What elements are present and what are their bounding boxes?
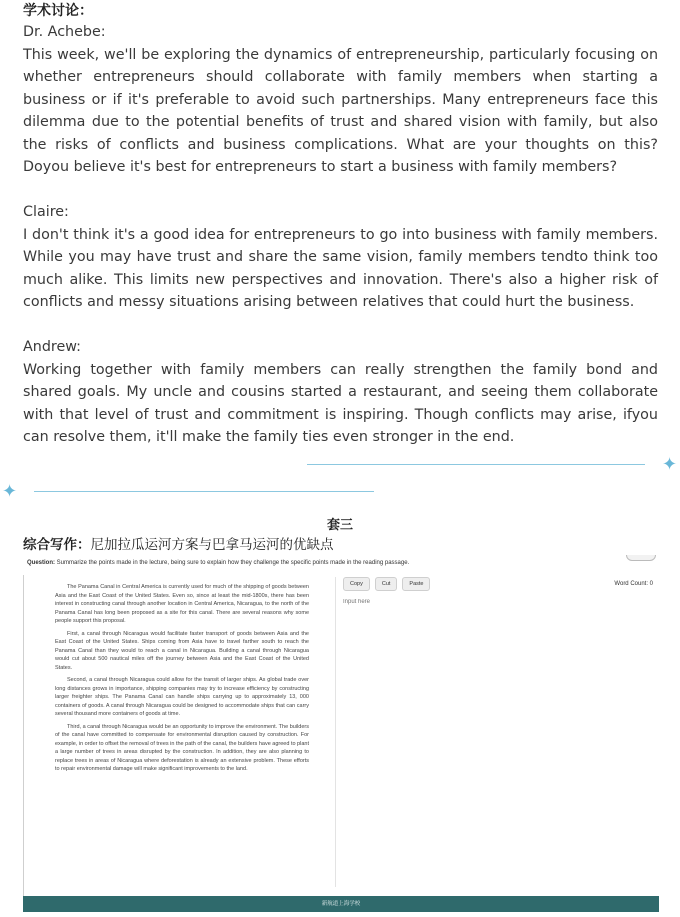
sparkle-icon: ✦ (662, 454, 678, 475)
passage-paragraph: Third, a canal through Nicaragua would be an opportunity to improve the environment. The builders of the canal have committed to compensate for environmental disruption caused by construction. For example, in order to offset the removal of trees in the path of the canal, the builders have agreed to plant a large number of trees in areas disrupted by the construction. In addition, they are also planning to replace trees in areas of Nicaragua where deforestation is already an extensive problem. These efforts to repair environmental damage will make significant improvements to the land. (55, 723, 309, 772)
passage-paragraph: The Panama Canal in Central America is currently used for much of the shipping of goods between Asia and the East Coast of the United States. Even so, since at least the mid-1800s, there has been interest in constructing canal through another location in Central America, Nicaragua, to the north of the Panama Canal has long been proposed as a site for this canal. There are several reasons why some people support this proposal. (55, 584, 309, 624)
academic-discussion (23, 1, 658, 449)
word-count: Word Count: 0 (614, 581, 653, 587)
panel-border (23, 575, 24, 900)
question-prompt (27, 560, 409, 566)
speaker-name: Claire: (23, 204, 69, 220)
editor-toolbar (343, 577, 430, 591)
integrated-writing-title (23, 536, 334, 554)
speaker-name: Andrew: (23, 339, 82, 355)
post-text: I don't think it's a good idea for entrepreneurs to go into business with family members. While you may have trust and share the same vision, family members tendto think too much alike. This limits new perspectives and innovation. There's also a higher risk of conflicts and messy situations arising between relatives that could hurt the business. (23, 226, 658, 310)
post-text: This week, we'll be exploring the dynamics of entrepreneurship, particularly focusing on whether entrepreneurs should collaborate with family members when starting a business or if it's preferable to avoid such partnerships. Many entrepreneurs face this dilemma due to the potential benefits of trust and shared vision with family, but also the risks of conflicts and business complications. What are your thoughts on this? Doyou believe it's best for entrepreneurs to start a business with family members? (23, 46, 658, 175)
question-label: Question: (27, 560, 55, 566)
pane-divider (335, 577, 336, 887)
cut-button[interactable]: Cut (375, 577, 398, 591)
passage-paragraph: First, a canal through Nicaragua would facilitate faster transport of goods between Asia and the East Coast of the United States. Ships coming from Asia have to travel farther south to reach the Panama Canal than they would to reach a canal in Nicaragua. Building a canal through Nicaragua would cut about 500 nautical miles off the journey between Asia and the East Coast of the United States. (55, 630, 309, 671)
post-text: Working together with family members can really strengthen the family bond and shared goals. My uncle and cousins started a restaurant, and seeing them collaborate with that level of trust and commitment is inspiring. Though conflicts may arise, ifyou can resolve them, it'll make the family ties even stronger in the end. (23, 361, 658, 445)
window-control[interactable] (626, 555, 656, 561)
toefl-writing-screenshot (23, 555, 659, 912)
set-title: 套三 (326, 518, 353, 533)
copy-button[interactable]: Copy (343, 577, 370, 591)
divider-line-top (307, 464, 645, 465)
speaker-name: Dr. Achebe: (23, 24, 106, 40)
integrated-writing-label: 综合写作： (23, 537, 91, 553)
sparkle-icon: ✦ (2, 481, 18, 502)
passage-paragraph: Second, a canal through Nicaragua could allow for the transit of larger ships. As global trade over long distances grows in importance, shipping companies may try to increase efficiency by constructing larger freighter ships. The Panama Canal can handle ships carrying up to approximately 13, 000 containers of goods. A canal through Nicaragua could be designed to accommodate ships that can carry several thousand more containers of goods at time. (55, 677, 309, 717)
divider-line-bottom (34, 491, 374, 492)
answer-input[interactable] (343, 599, 643, 879)
paste-button[interactable]: Paste (402, 577, 430, 591)
reading-passage (55, 583, 309, 778)
footer-bar: 新航道上海学校 (23, 896, 659, 912)
integrated-writing-topic: 尼加拉瓜运河方案与巴拿马运河的优缺点 (90, 537, 334, 553)
question-text: Summarize the points made in the lecture, being sure to explain how they challenge the specific points made in the reading passage. (56, 560, 410, 566)
discussion-heading: 学术讨论： (23, 3, 93, 19)
